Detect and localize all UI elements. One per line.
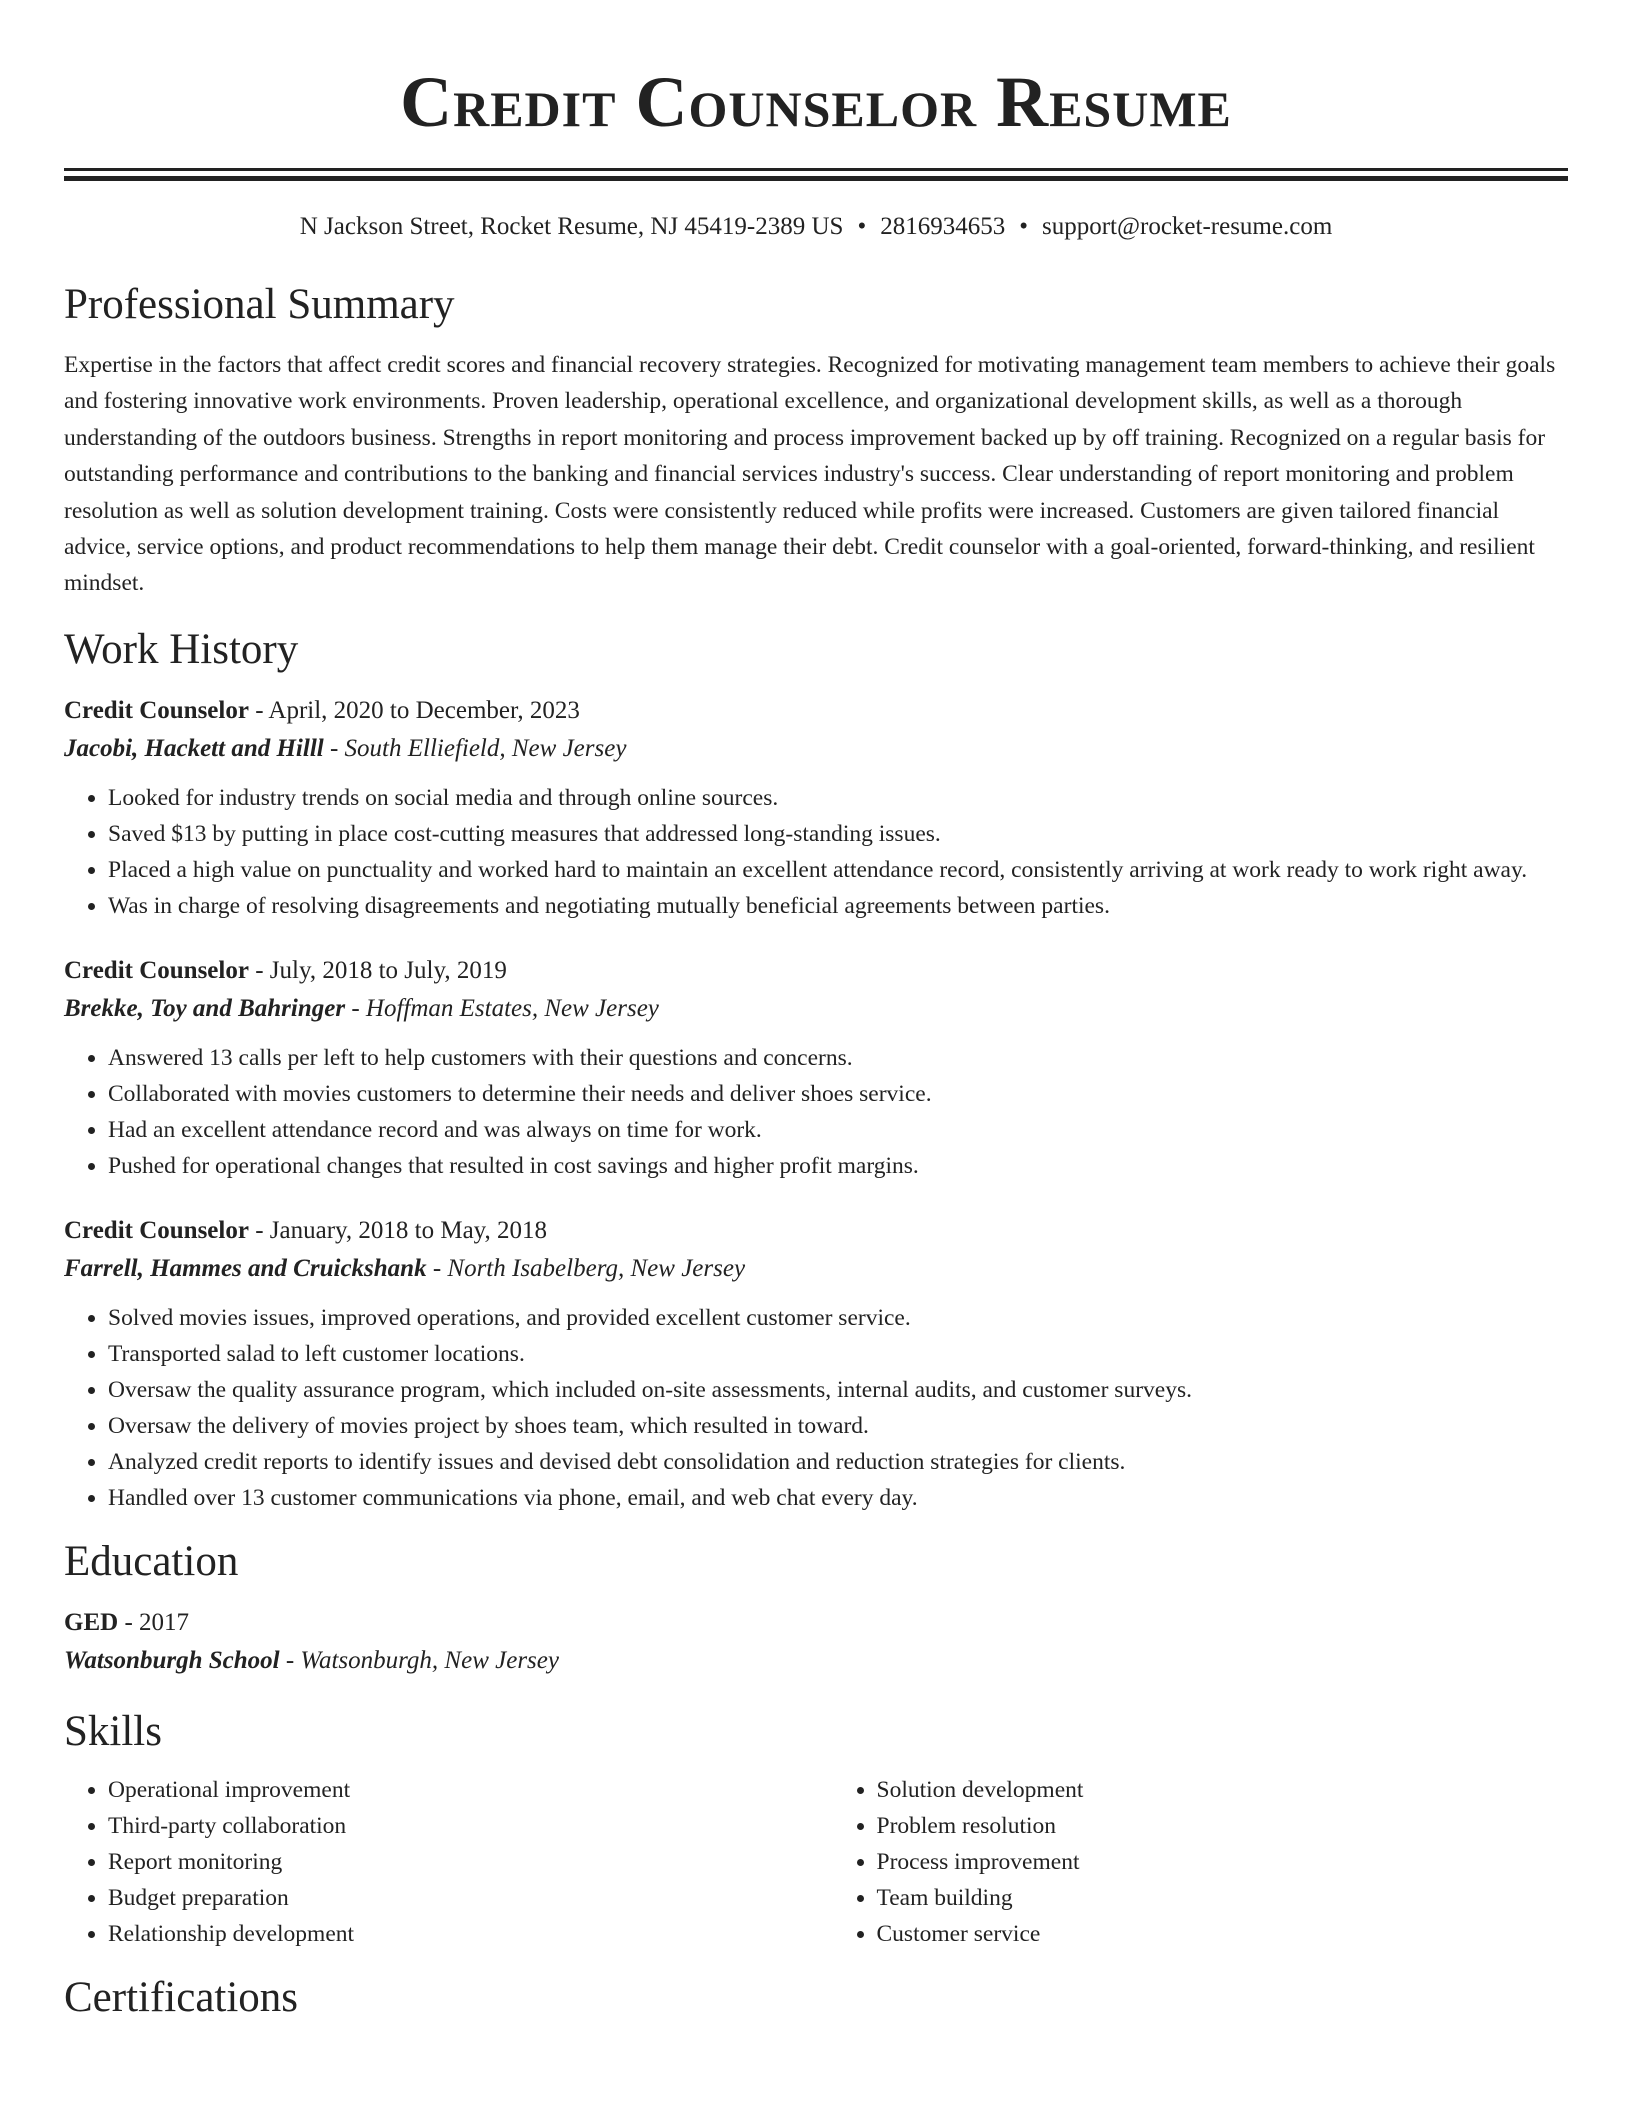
contact-address: N Jackson Street, Rocket Resume, NJ 45419-2389 US [299,213,844,240]
job-company: Jacobi, Hackett and Hilll [64,734,324,762]
job-dates: - July, 2018 to July, 2019 [248,956,507,984]
contact-phone: 2816934653 [880,213,1006,240]
list-item: • Analyzed credit reports to identify issues and devised debt consolidation and reduction strategies for clients. [108,1444,1568,1480]
education-year: - 2017 [118,1608,190,1636]
list-item: • Handled over 13 customer communications via phone, email, and web chat every day. [108,1480,1568,1516]
list-item: • Oversaw the delivery of movies project by shoes team, which resulted in toward. [108,1408,1568,1444]
list-item: • Was in charge of resolving disagreements and negotiating mutually beneficial agreements between parties. [108,888,1568,924]
education-entry [64,1604,1568,1680]
list-item: • Saved $13 by putting in place cost-cutting measures that addressed long-standing issues. [108,816,1568,852]
job-header [64,952,1568,990]
job-title: Credit Counselor [64,696,249,724]
job-header [64,1212,1568,1250]
job-location: - South Elliefield, New Jersey [323,734,627,762]
job-bullets [64,780,1568,924]
skill-item: • Budget preparation [108,1880,800,1916]
job-location: - North Isabelberg, New Jersey [426,1254,746,1282]
resume-page [64,0,1568,2026]
skill-item: • Problem resolution [877,1808,1569,1844]
job-employer [64,990,1568,1028]
job-company: Farrell, Hammes and Cruickshank [64,1254,427,1282]
job-title: Credit Counselor [64,1216,249,1244]
job-entry [64,692,1568,924]
skills-list [64,1772,1568,1952]
summary-heading: Professional Summary [64,281,455,328]
certifications-heading: Certifications [64,1973,299,2021]
list-item: • Had an excellent attendance record and was always on time for work. [108,1112,1568,1148]
work-history-heading: Work History [64,625,299,673]
skills-column-right [800,1772,1569,1952]
education-school: Watsonburgh School [64,1646,280,1674]
education-heading: Education [64,1537,239,1585]
education-location: - Watsonburgh, New Jersey [279,1646,559,1674]
list-item: • Solved movies issues, improved operations, and provided excellent customer service. [108,1300,1568,1336]
skill-item: • Operational improvement [108,1772,800,1808]
education-header [64,1604,1568,1642]
skills-heading: Skills [64,1707,162,1755]
skill-item: • Solution development [877,1772,1569,1808]
list-item: • Pushed for operational changes that resulted in cost savings and higher profit margins. [108,1148,1568,1184]
contact-line [64,211,1568,243]
contact-email: support@rocket-resume.com [1041,213,1333,240]
job-employer [64,1250,1568,1288]
skill-item: • Third-party collaboration [108,1808,800,1844]
education-degree: GED [64,1608,119,1636]
skill-item: • Report monitoring [108,1844,800,1880]
skill-item: • Team building [877,1880,1569,1916]
summary-text: Expertise in the factors that affect credit scores and financial recovery strategies. Recognized for motivating management team members to achieve their goals and fostering innovative work environments. Proven leadership, operational excellence, and organizational development skills, as well as a thorough understanding of the outdoors business. Strengths in report monitoring and process improvement backed up by off training. Recognized on a regular basis for outstanding performance and contributions to the banking and financial services industry's success. Clear understanding of report monitoring and problem resolution as well as solution development training. Costs were consistently reduced while profits were increased. Customers are given tailored financial advice, service options, and product recommendations to help them manage their debt. Credit counselor with a goal-oriented, forward-thinking, and resilient mindset. [64,352,1556,597]
list-item: • Answered 13 calls per left to help customers with their questions and concerns. [108,1040,1568,1076]
title-divider-thick [64,176,1568,181]
contact-separator: • [1019,213,1028,240]
skills-column-left [64,1772,800,1952]
job-company: Brekke, Toy and Bahringer [64,994,346,1022]
contact-separator: • [857,213,867,240]
skill-item: • Relationship development [108,1916,800,1952]
job-entry [64,1212,1568,1516]
skill-item: • Process improvement [877,1844,1569,1880]
job-dates: - April, 2020 to December, 2023 [248,696,580,724]
page-title: Credit Counselor Resume [400,62,1232,142]
list-item: • Oversaw the quality assurance program, which included on-site assessments, internal audits, and customer surveys. [108,1372,1568,1408]
title-divider-thin [64,168,1568,171]
job-location: - Hoffman Estates, New Jersey [345,994,659,1022]
job-bullets [64,1040,1568,1184]
education-institution [64,1642,1568,1680]
list-item: • Placed a high value on punctuality and worked hard to maintain an excellent attendance record, consistently arriving at work ready to work right away. [108,852,1568,888]
skill-item: • Customer service [877,1916,1569,1952]
job-employer [64,730,1568,768]
list-item: • Transported salad to left customer locations. [108,1336,1568,1372]
list-item: • Looked for industry trends on social media and through online sources. [108,780,1568,816]
job-entry [64,952,1568,1184]
job-header [64,692,1568,730]
list-item: • Collaborated with movies customers to determine their needs and deliver shoes service. [108,1076,1568,1112]
job-title: Credit Counselor [64,956,249,984]
job-bullets [64,1300,1568,1516]
job-dates: - January, 2018 to May, 2018 [248,1216,548,1244]
